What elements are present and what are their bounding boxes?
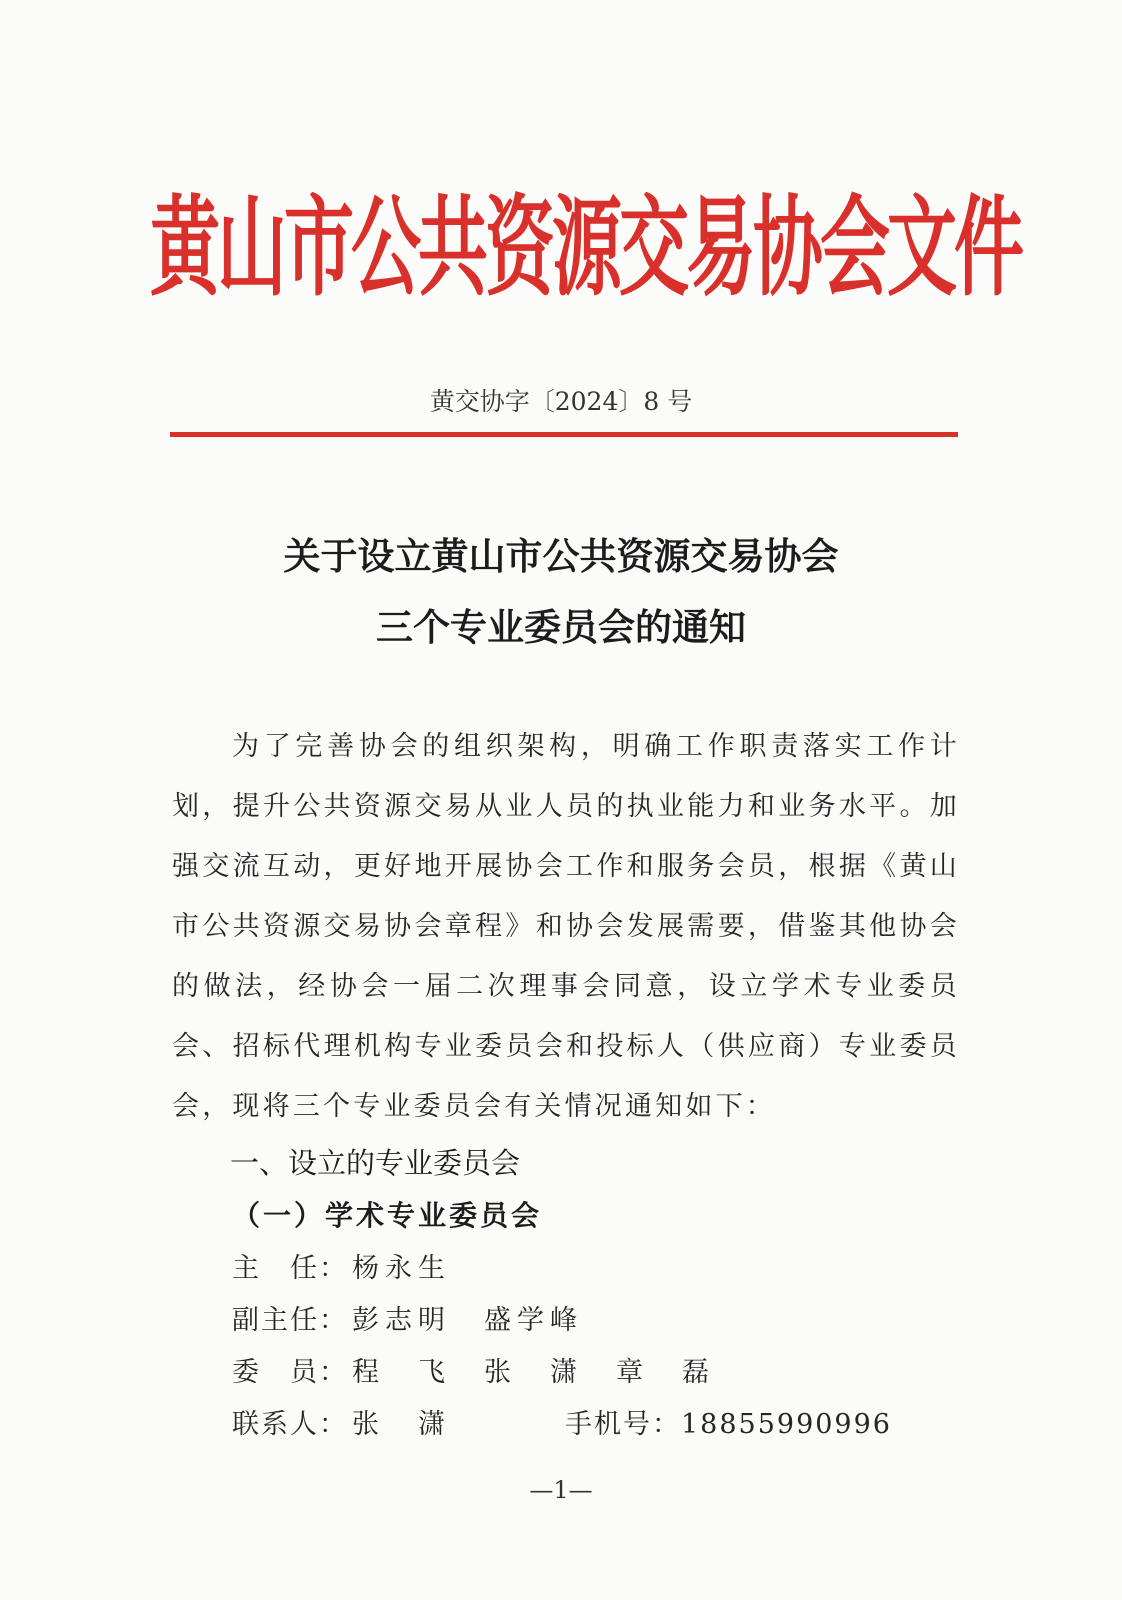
subsection-heading: （一）学术专业委员会 [232, 1199, 543, 1232]
director-name: 杨永生 [352, 1253, 451, 1284]
document-number: 黄交协字〔2024〕8 号 [429, 387, 693, 416]
page-number: —1— [529, 1476, 593, 1504]
section-heading: 一、设立的专业委员会 [230, 1146, 521, 1180]
deputy-row [232, 1295, 583, 1347]
issuer-title: 黄山市公共资源交易协会文件 [150, 184, 1021, 312]
phone-number: 18855990996 [681, 1409, 892, 1440]
deputy-names: 彭志明 盛学峰 [352, 1305, 583, 1336]
notice-title-line2: 三个专业委员会的通知 [376, 605, 746, 649]
body-paragraph: 为了完善协会的组织架构，明确工作职责落实工作计划，提升公共资源交易从业人员的执业能力和业务水平。加强交流互动，更好地开展协会工作和服务会员，根据《黄山市公共资源交易协会章程》和协会发展需要，借鉴其他协会的做法，经协会一届二次理事会同意，设立学术专业委员会、招标代理机构专业委员会和投标人（供应商）专业委员会，现将三个专业委员会有关情况通知如下： [172, 731, 960, 1122]
contact-label: 联系人： [232, 1409, 348, 1440]
red-divider [170, 432, 958, 437]
director-row [232, 1243, 451, 1295]
phone-field [565, 1399, 892, 1451]
phone-label: 手机号： [565, 1409, 681, 1440]
deputy-label: 副主任： [232, 1305, 348, 1336]
members-row [232, 1347, 715, 1399]
contact-name: 张 潇 [352, 1409, 451, 1440]
member-names: 程 飞 张 潇 章 磊 [352, 1357, 715, 1388]
director-label: 主 任： [232, 1253, 348, 1284]
members-label: 委 员： [232, 1357, 348, 1388]
notice-title-line1: 关于设立黄山市公共资源交易协会 [283, 534, 839, 578]
contact-row [232, 1399, 892, 1451]
